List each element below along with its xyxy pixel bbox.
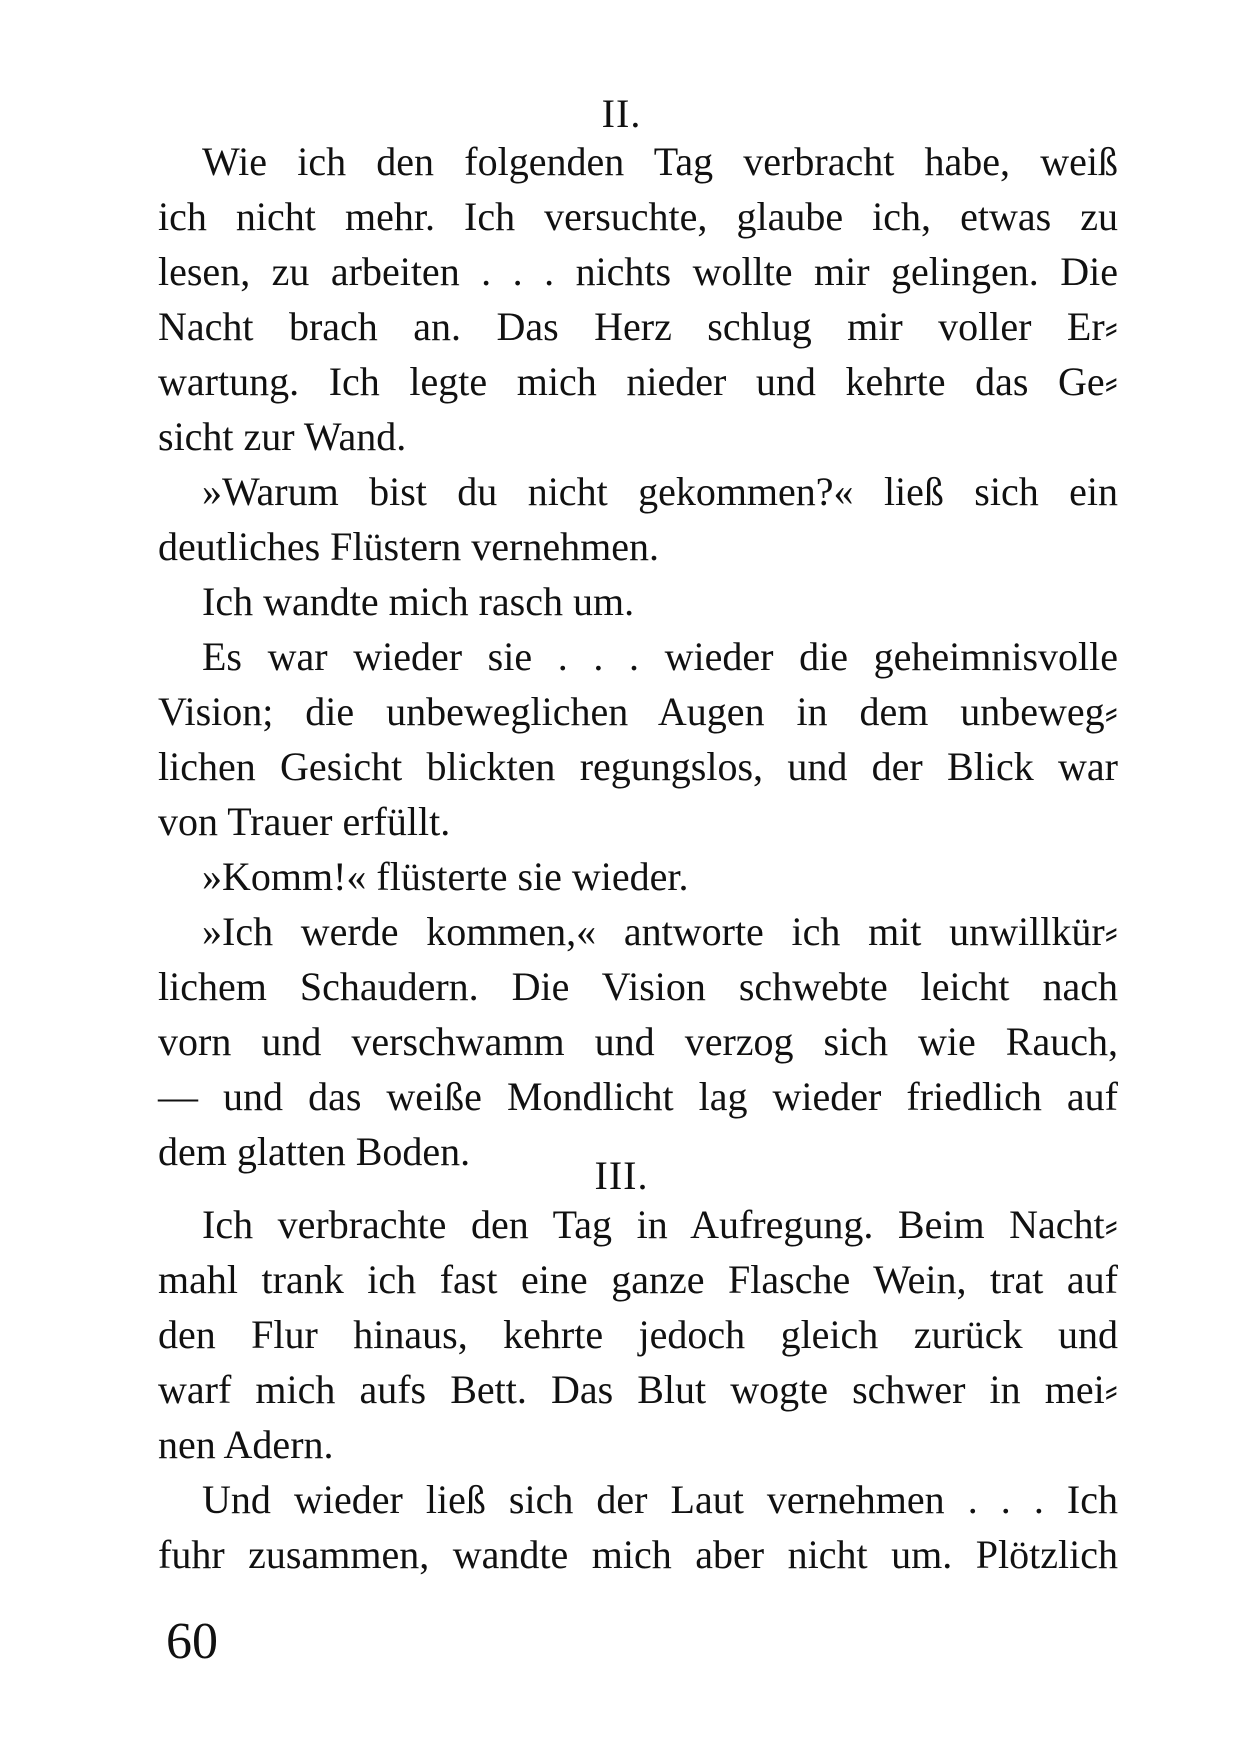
text-line: — und das weiße Mondlicht lag wieder friedlich auf	[158, 1074, 1118, 1119]
text-line: lichem Schaudern. Die Vision schwebte leicht nach	[158, 964, 1118, 1009]
text-line: Ich verbrachte den Tag in Aufregung. Beim Nacht⸗	[202, 1202, 1118, 1247]
text-line: den Flur hinaus, kehrte jedoch gleich zurück und	[158, 1312, 1118, 1357]
section-heading-2: II.	[601, 91, 642, 136]
section-heading-3: III.	[594, 1153, 649, 1198]
text-line: von Trauer erfüllt.	[158, 799, 451, 844]
text-line: fuhr zusammen, wandte mich aber nicht um. Plötzlich	[158, 1532, 1118, 1577]
text-line: lichen Gesicht blickten regungslos, und der Blick war	[158, 744, 1118, 789]
text-line: deutliches Flüstern vernehmen.	[158, 524, 659, 569]
text-line: wartung. Ich legte mich nieder und kehrte das Ge⸗	[158, 359, 1118, 404]
section-2-text	[158, 134, 1118, 1179]
text-line: mahl trank ich fast eine ganze Flasche Wein, trat auf	[158, 1257, 1118, 1302]
section-3-text	[158, 1197, 1118, 1582]
text-line: Und wieder ließ sich der Laut vernehmen . . . Ich	[202, 1477, 1118, 1522]
text-line: Es war wieder sie . . . wieder die geheimnisvolle	[202, 634, 1118, 679]
text-line: »Komm!« flüsterte sie wieder.	[202, 854, 689, 899]
text-line: Nacht brach an. Das Herz schlug mir voller Er⸗	[158, 304, 1118, 349]
text-line: dem glatten Boden.	[158, 1129, 471, 1174]
text-line: »Warum bist du nicht gekommen?« ließ sich ein	[202, 469, 1118, 514]
text-line: Vision; die unbeweglichen Augen in dem unbeweg⸗	[158, 689, 1118, 734]
text-line: ich nicht mehr. Ich versuchte, glaube ich, etwas zu	[158, 194, 1118, 239]
page-number: 60	[166, 1613, 218, 1670]
text-line: lesen, zu arbeiten . . . nichts wollte mir gelingen. Die	[158, 249, 1118, 294]
text-line: »Ich werde kommen,« antworte ich mit unwillkür⸗	[202, 909, 1118, 954]
text-line: nen Adern.	[158, 1422, 334, 1467]
text-line: Wie ich den folgenden Tag verbracht habe, weiß	[202, 139, 1118, 184]
text-line: vorn und verschwamm und verzog sich wie Rauch,	[158, 1019, 1118, 1064]
text-line: Ich wandte mich rasch um.	[202, 579, 635, 624]
text-line: warf mich aufs Bett. Das Blut wogte schwer in mei⸗	[158, 1367, 1118, 1412]
text-line: sicht zur Wand.	[158, 414, 407, 459]
